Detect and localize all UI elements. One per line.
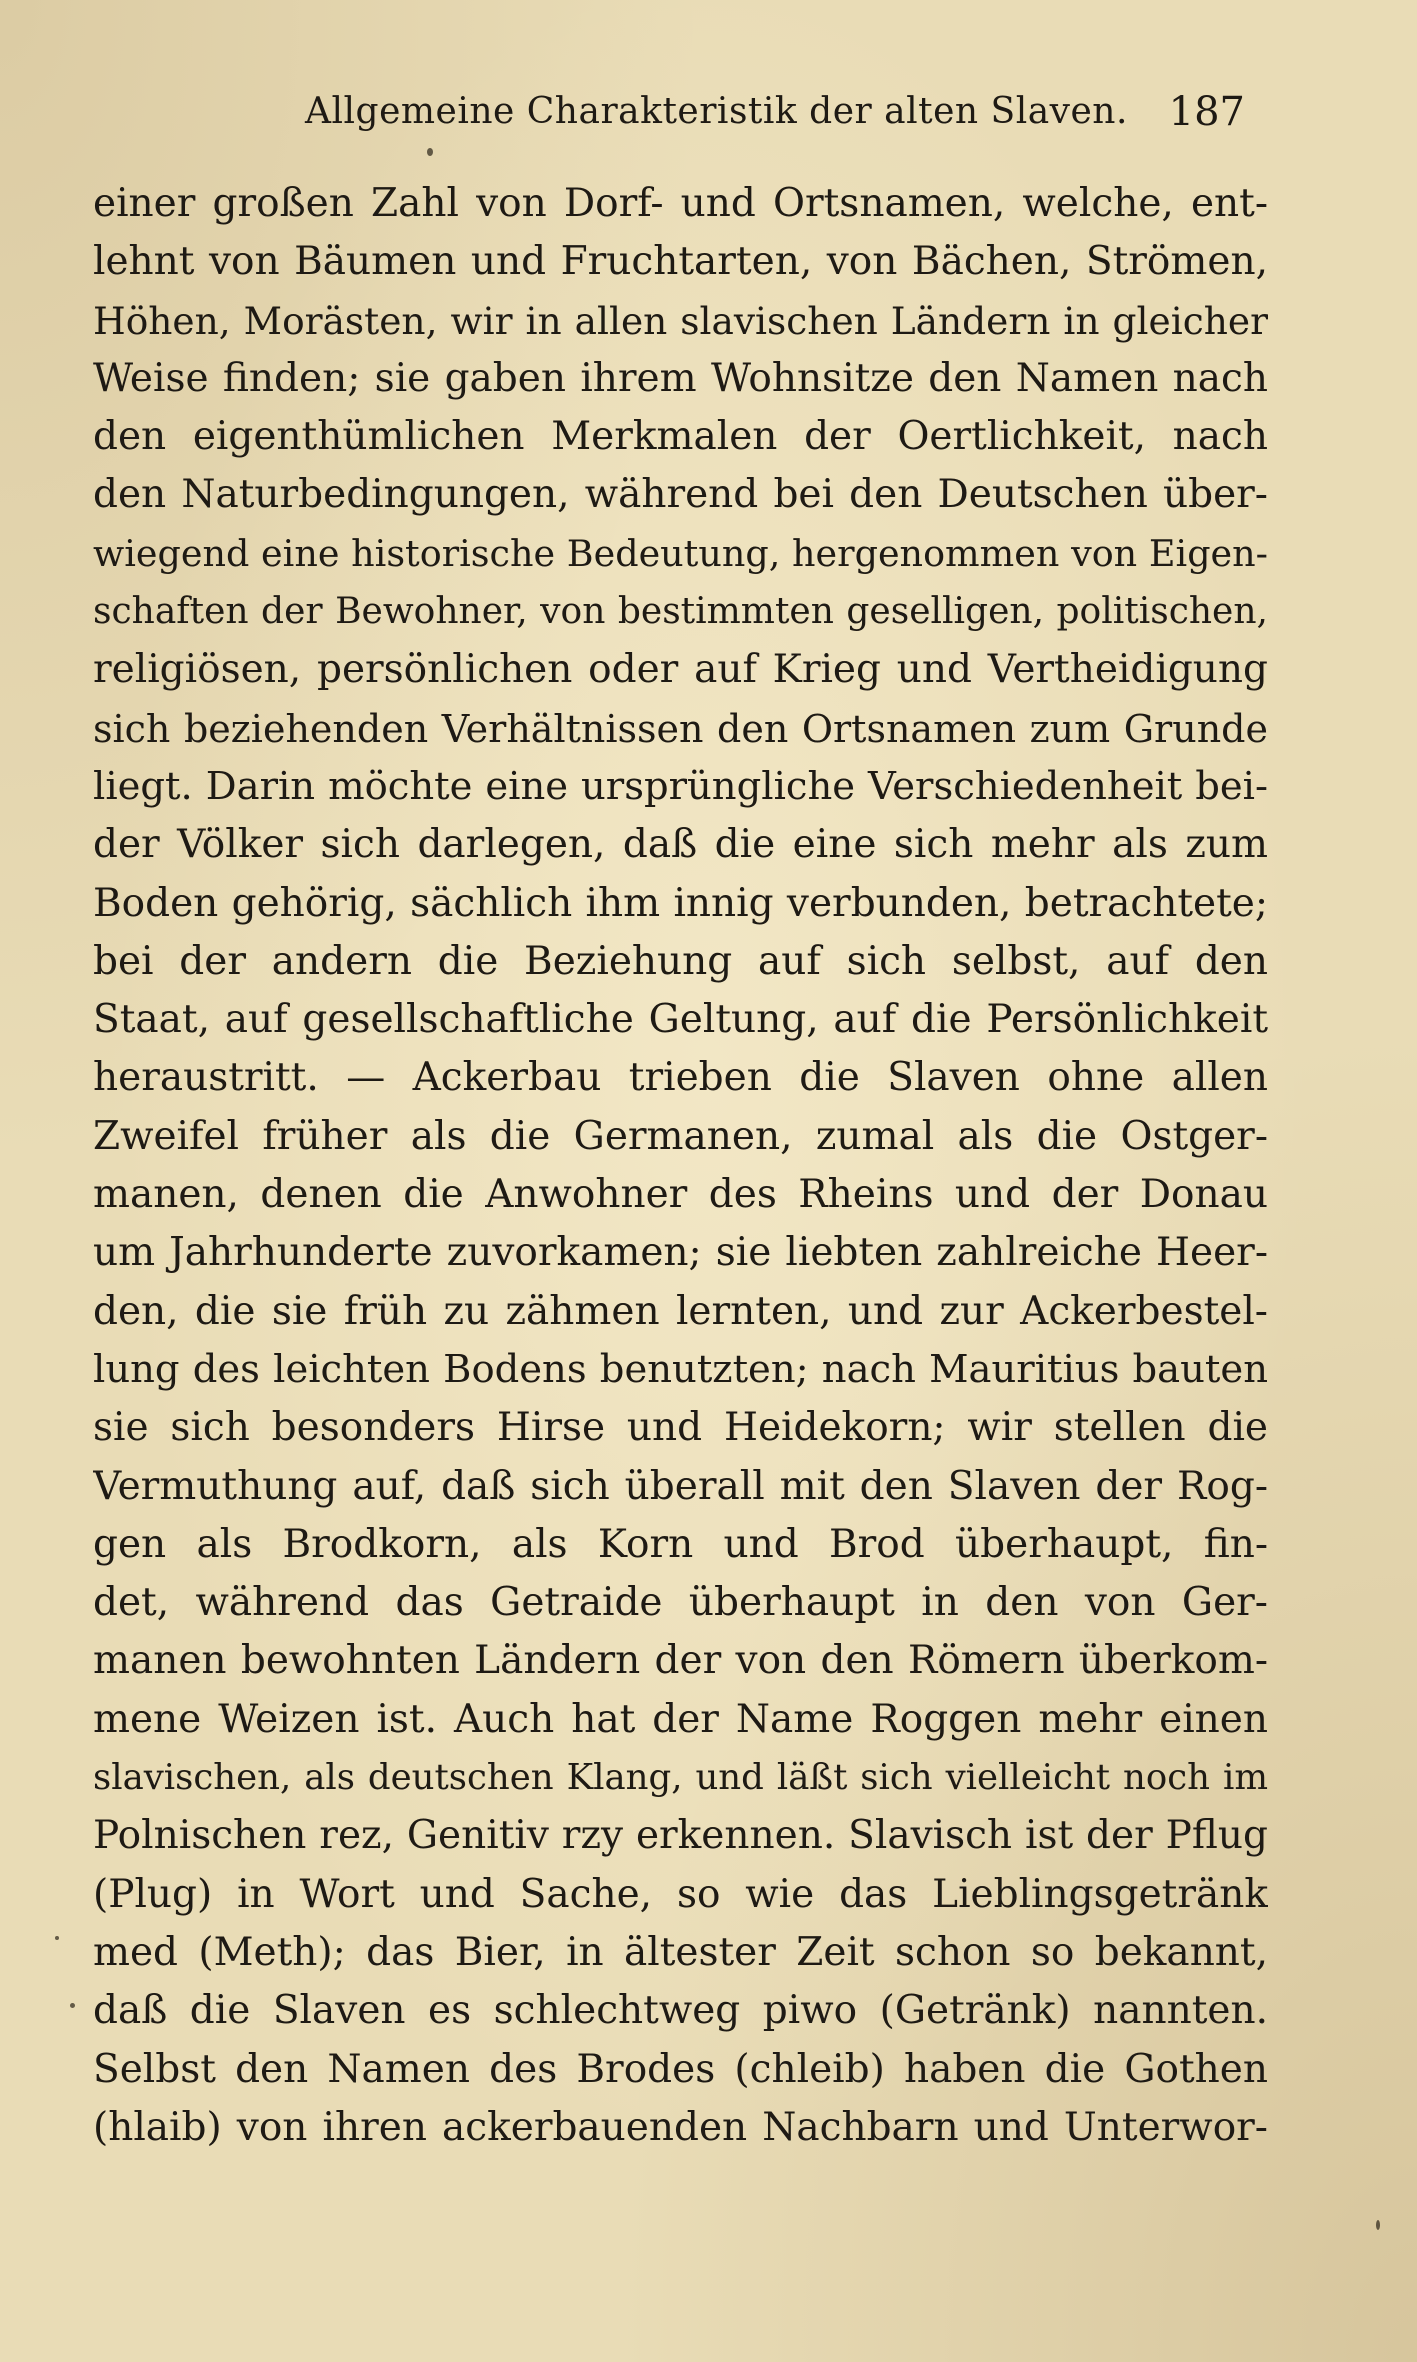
ink-speck (427, 148, 433, 156)
text-line: (Plug) in Wort und Sache, so wie das Lieblingsgetränk (93, 1871, 1268, 1917)
text-line: den Naturbedingungen, während bei den Deutschen über- (93, 472, 1268, 518)
text-line: manen bewohnten Ländern der von den Römern überkom- (93, 1638, 1268, 1684)
text-line: den eigenthümlichen Merkmalen der Oertlichkeit, nach (93, 414, 1268, 460)
ink-speck (1376, 2220, 1380, 2230)
text-line: religiösen, persönlichen oder auf Krieg und Vertheidigung (93, 647, 1268, 693)
text-line: Weise finden; sie gaben ihrem Wohnsitze den Namen nach (93, 355, 1268, 401)
text-line: Selbst den Namen des Brodes (chleib) haben die Gothen (93, 2046, 1268, 2092)
text-line: Zweifel früher als die Germanen, zumal als die Ostger- (93, 1113, 1268, 1159)
body-text (93, 175, 1268, 2157)
text-line: Staat, auf gesellschaftliche Geltung, auf die Persönlichkeit (93, 997, 1268, 1043)
text-line: Höhen, Morästen, wir in allen slavischen Ländern in gleicher (93, 298, 1268, 343)
page-header (95, 82, 1245, 142)
text-line: daß die Slaven es schlechtweg piwo (Getränk) nannten. (93, 1988, 1268, 2034)
text-line: sie sich besonders Hirse und Heidekorn; wir stellen die (93, 1405, 1268, 1451)
text-line: lung des leichten Bodens benutzten; nach Mauritius bauten (93, 1346, 1268, 1392)
text-line: liegt. Darin möchte eine ursprüngliche Verschiedenheit bei- (93, 763, 1268, 809)
text-line: bei der andern die Beziehung auf sich selbst, auf den (93, 938, 1268, 984)
text-line: den, die sie früh zu zähmen lernten, und zur Ackerbestel- (93, 1288, 1268, 1334)
text-line: (hlaib) von ihren ackerbauenden Nachbarn und Unterwor- (93, 2104, 1268, 2150)
text-line: med (Meth); das Bier, in ältester Zeit schon so bekannt, (93, 1929, 1268, 1975)
text-line: manen, denen die Anwohner des Rheins und der Donau (93, 1172, 1268, 1218)
ink-speck (55, 1936, 59, 1940)
text-line: der Völker sich darlegen, daß die eine sich mehr als zum (93, 822, 1268, 868)
ink-speck (70, 2003, 75, 2008)
text-line: wiegend eine historische Bedeutung, hergenommen von Eigen- (93, 531, 1268, 575)
running-head: Allgemeine Charakteristik der alten Slaven. (305, 91, 1128, 132)
text-line: det, während das Getraide überhaupt in den von Ger- (93, 1580, 1268, 1626)
text-line: slavischen, als deutschen Klang, und läßt sich vielleicht noch im (93, 1757, 1268, 1799)
page-number: 187 (1168, 89, 1245, 135)
text-line: um Jahrhunderte zuvorkamen; sie liebten zahlreiche Heer- (93, 1230, 1268, 1276)
text-line: mene Weizen ist. Auch hat der Name Roggen mehr einen (93, 1696, 1268, 1742)
text-line: heraustritt. — Ackerbau trieben die Slaven ohne allen (93, 1055, 1268, 1101)
text-line: Boden gehörig, sächlich ihm innig verbunden, betrachtete; (93, 880, 1268, 926)
text-line: schaften der Bewohner, von bestimmten geselligen, politischen, (93, 591, 1268, 633)
text-line: Vermuthung auf, daß sich überall mit den Slaven der Rog- (93, 1463, 1268, 1509)
text-line: lehnt von Bäumen und Fruchtarten, von Bächen, Strömen, (93, 239, 1268, 285)
text-line: Polnischen rez, Genitiv rzy erkennen. Slavisch ist der Pflug (93, 1813, 1268, 1859)
text-line: sich beziehenden Verhältnissen den Ortsnamen zum Grunde (93, 706, 1268, 751)
text-line: gen als Brodkorn, als Korn und Brod überhaupt, fin- (93, 1521, 1268, 1567)
text-line: einer großen Zahl von Dorf- und Ortsnamen, welche, ent- (93, 181, 1268, 226)
